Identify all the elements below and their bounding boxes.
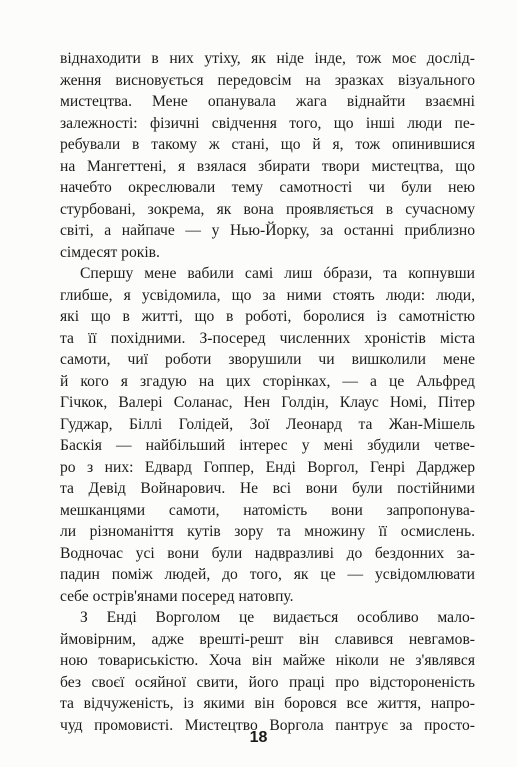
text-line: чуд промовисті. Мистецтво Воргола пантрує за просто- — [60, 716, 475, 734]
text-line: світі, а найпаче — у Нью-Йорку, за останні приблизно — [60, 222, 475, 239]
text-line: себе острів'янами посеред натовпу. — [60, 587, 294, 605]
text-line: Спершу мене вабили самі лиш óбрази, та копнувши — [80, 265, 475, 282]
text-line: З Енді Ворголом це видається особливо мало- — [80, 609, 475, 626]
text-line: без своєї осяйної свити, його праці про відстороненість — [60, 673, 475, 691]
text-line: Гічкок, Валері Соланас, Нен Голдін, Клаус Номі, Пітер — [60, 394, 475, 411]
paragraph — [60, 48, 475, 263]
text-line: Баскія — найбільший інтерес у мені збудили четве- — [60, 437, 475, 454]
paragraph — [60, 607, 475, 736]
text-line: й кого я згадую на цих сторінках, — а це Альфред — [60, 372, 475, 390]
text-line: мешканцями самоти, натомість вони запропонува- — [60, 501, 475, 519]
text-line: сімдесят років. — [60, 243, 160, 261]
text-line: начебто окреслювали тему самотності чи були нею — [60, 179, 475, 196]
text-line: глибше, я усвідомила, що за ними стоять люди: люди, — [60, 286, 475, 304]
text-line: ження висновується передовсім на зразках візуального — [60, 71, 475, 89]
paragraph — [60, 263, 475, 607]
text-line: падин поміж людей, до того, як це — усвідомлювати — [60, 566, 475, 583]
text-line: залежності: фізичні свідчення того, що інші люди пе- — [60, 114, 475, 132]
text-line: ймовірним, адже врешті-решт він славився невгамов- — [60, 630, 475, 648]
text-line: на Мангеттені, я взялася збирати твори мистецтва, що — [60, 157, 475, 175]
text-line: та її похідними. З-посеред численних хроністів міста — [60, 329, 475, 347]
text-line: віднаходити в них утіху, як ніде інде, тож моє дослід- — [60, 50, 475, 67]
text-line: та відчуженість, із якими він боровся все життя, напро- — [60, 695, 475, 712]
text-line: ли різноманіття кутів зору та множину її осмислень. — [60, 523, 475, 540]
text-line: та Девід Войнарович. Не всі вони були постійними — [60, 480, 475, 497]
page-number: 18 — [249, 729, 268, 746]
text-line: ребували в такому ж стані, що й я, тож опинившися — [60, 136, 475, 153]
text-line: Гуджар, Біллі Голідей, Зої Леонард та Жан-Мішель — [60, 415, 475, 433]
text-line: мистецтва. Мене опанувала жага віднайти взаємні — [60, 93, 475, 110]
text-line: ро з них: Едвард Гоппер, Енді Воргол, Генрі Дарджер — [60, 458, 475, 476]
text-line: які що в житті, що в роботі, боролися із самотністю — [60, 308, 475, 325]
text-line: стурбовані, зокрема, як вона проявляється в сучасному — [60, 200, 475, 218]
text-line: самоти, чиї роботи зворушили чи вишколили мене — [60, 351, 475, 368]
body-text — [60, 48, 475, 736]
text-line: ною товариськістю. Хоча він майже ніколи не з'являвся — [60, 652, 475, 669]
text-line: Водночас усі вони були надвразливі до бездонних за- — [60, 544, 475, 562]
